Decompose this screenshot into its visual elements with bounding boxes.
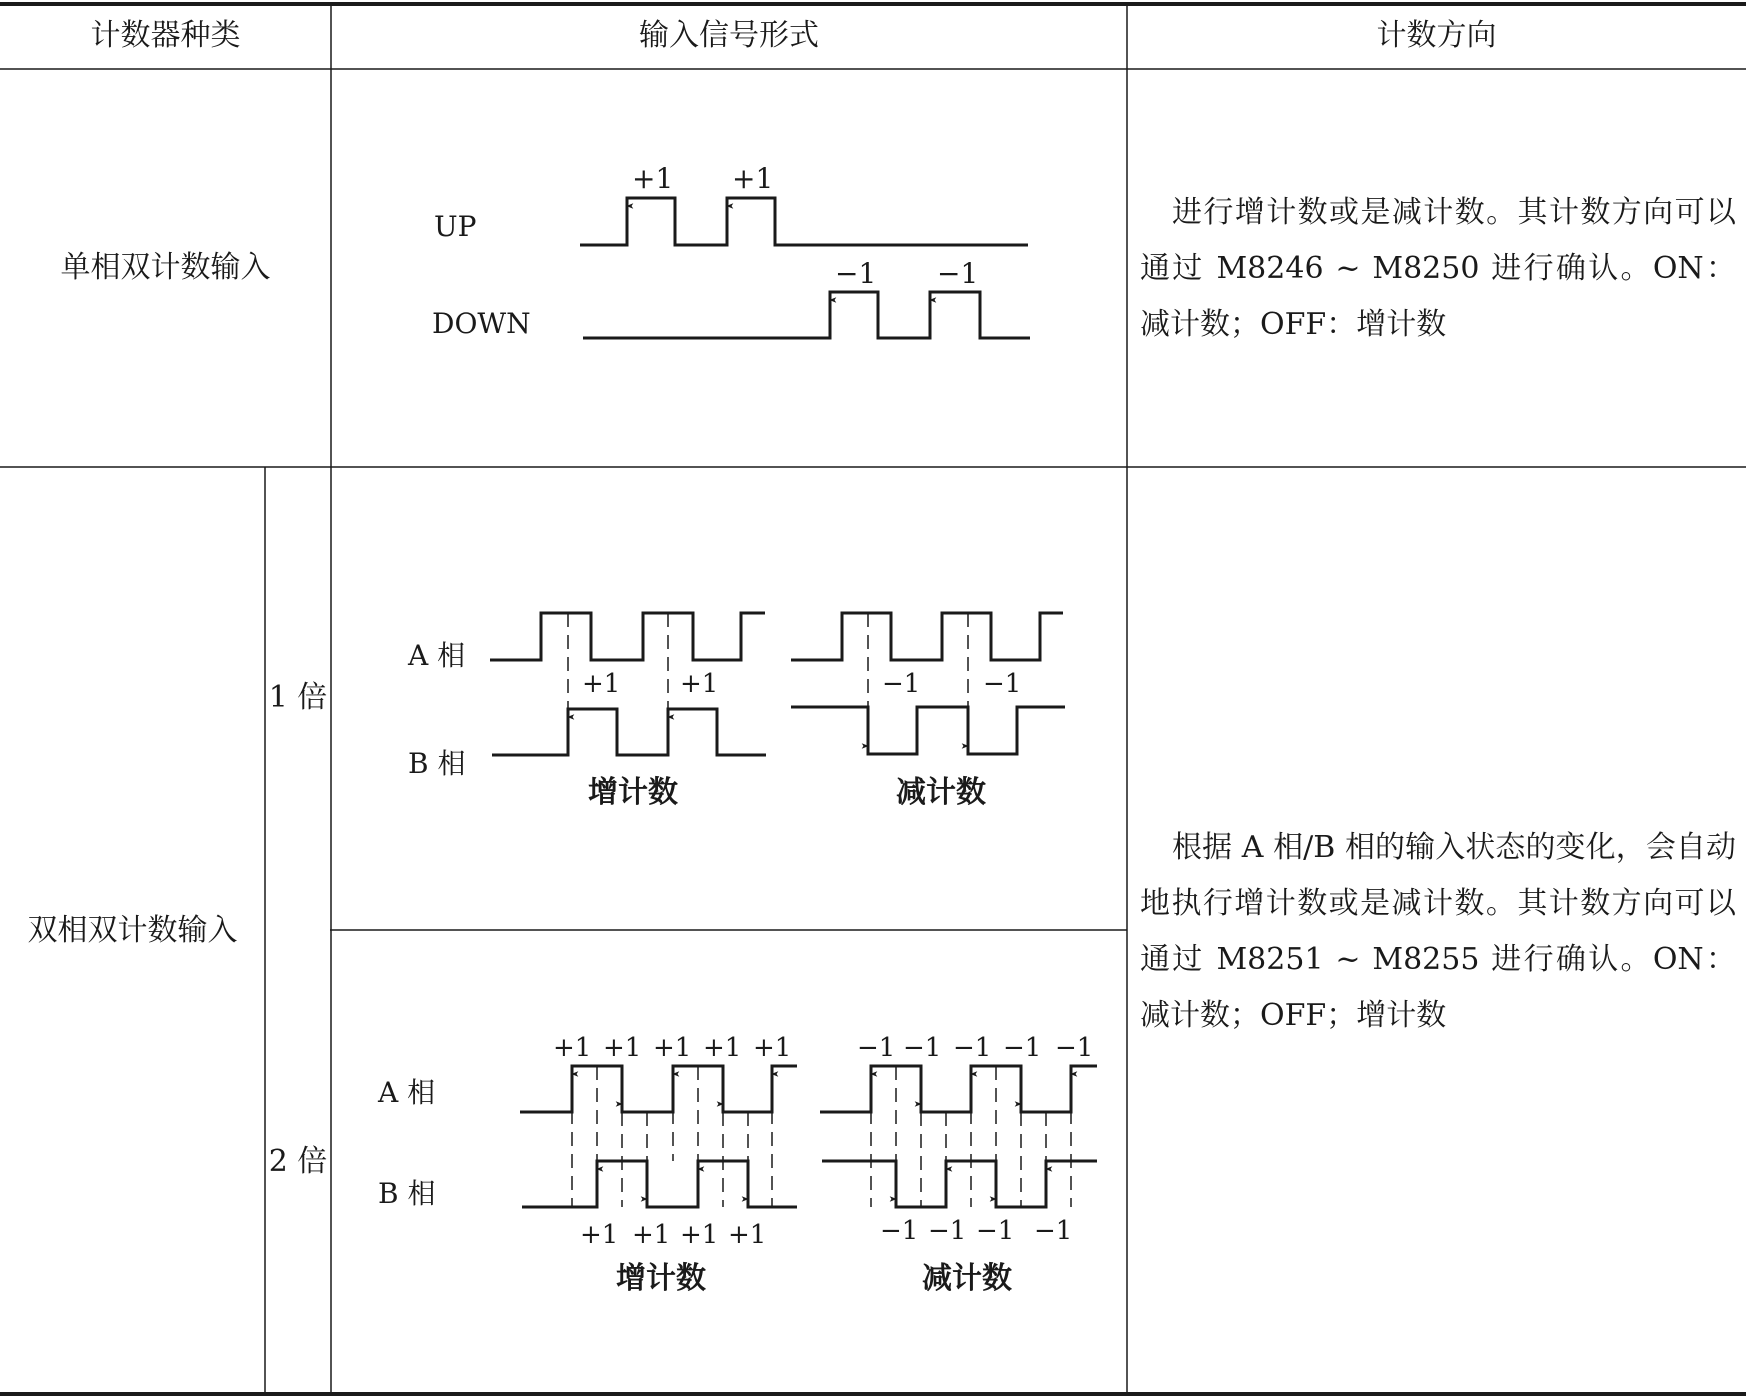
sub1-dec-b-waveform xyxy=(791,707,1065,754)
sub2-inc-a-waveform xyxy=(520,1066,797,1112)
header-col-direction: 计数方向 xyxy=(1376,18,1497,53)
sub1-dec-a-waveform xyxy=(791,613,1063,660)
sub2-dec-bottom-mark-1: −1 xyxy=(880,1216,919,1246)
down-mark-1: −1 xyxy=(835,257,877,290)
sub2-inc-bottom-mark-1: +1 xyxy=(580,1220,619,1250)
row2-sub1-multiplier: 1 倍 xyxy=(268,680,328,715)
up-mark-1: +1 xyxy=(632,162,674,195)
sub2-b-label: B 相 xyxy=(378,1177,436,1210)
sub2-dec-bottom-mark-2: −1 xyxy=(928,1216,967,1246)
sub2-dec-top-mark-4: −1 xyxy=(1003,1033,1042,1063)
row2-type-label: 双相双计数输入 xyxy=(27,913,238,948)
sub1-a-label: A 相 xyxy=(408,639,466,672)
sub1-dec-mark-1: −1 xyxy=(882,669,921,699)
sub2-inc-caption: 增计数 xyxy=(616,1261,706,1296)
sub2-dec-top-mark-5: −1 xyxy=(1055,1033,1094,1063)
sub2-dec-bottom-mark-3: −1 xyxy=(976,1216,1015,1246)
sub2-inc-top-mark-5: +1 xyxy=(753,1033,792,1063)
header-col-signal: 输入信号形式 xyxy=(639,18,819,53)
sub2-inc-arrows xyxy=(572,1067,772,1206)
down-waveform xyxy=(583,292,1030,338)
sub1-inc-mark-1: +1 xyxy=(582,669,621,699)
sub1-dec-caption: 减计数 xyxy=(896,775,986,810)
sub2-inc-top-mark-1: +1 xyxy=(553,1033,592,1063)
sub2-inc-bottom-mark-4: +1 xyxy=(728,1220,767,1250)
sub2-dec-top-mark-1: −1 xyxy=(857,1033,896,1063)
sub1-inc-b-waveform xyxy=(492,709,766,755)
row2-sub2-multiplier: 2 倍 xyxy=(268,1144,328,1179)
sub2-dec-a-waveform xyxy=(820,1066,1097,1112)
sub1-inc-a-waveform xyxy=(490,613,765,660)
up-mark-2: +1 xyxy=(732,162,774,195)
sub2-inc-bottom-mark-2: +1 xyxy=(632,1220,671,1250)
header-col-type: 计数器种类 xyxy=(90,18,241,53)
up-waveform xyxy=(580,198,1028,245)
sub2-dec-caption: 减计数 xyxy=(922,1261,1012,1296)
sub1-dec-mark-2: −1 xyxy=(983,669,1022,699)
sub2-dec-b-waveform xyxy=(822,1161,1097,1207)
sub2-dec-top-mark-2: −1 xyxy=(903,1033,942,1063)
row2-direction-text: 根据 A 相/B 相的输入状态的变化，会自动地执行增计数或是减计数。其计数方向可以通过 M8251 ~ M8255 进行确认。ON：减计数；OFF；增计数 xyxy=(1140,830,1736,1033)
sub2-dec-top-mark-3: −1 xyxy=(953,1033,992,1063)
sub2-dec-bottom-mark-4: −1 xyxy=(1034,1216,1073,1246)
sub1-inc-caption: 增计数 xyxy=(588,775,678,810)
row1-direction-text: 进行增计数或是减计数。其计数方向可以通过 M8246 ~ M8250 进行确认。ON：减计数；OFF：增计数 xyxy=(1140,195,1736,342)
down-mark-2: −1 xyxy=(937,257,979,290)
sub2-inc-top-mark-3: +1 xyxy=(653,1033,692,1063)
sub1-b-label: B 相 xyxy=(408,747,466,780)
sub2-inc-top-mark-2: +1 xyxy=(603,1033,642,1063)
sub2-inc-b-waveform xyxy=(522,1161,797,1207)
sub1-inc-mark-2: +1 xyxy=(680,669,719,699)
down-signal-label: DOWN xyxy=(432,307,531,340)
up-signal-label: UP xyxy=(434,210,477,243)
sub2-a-label: A 相 xyxy=(378,1076,436,1109)
sub2-inc-top-mark-4: +1 xyxy=(703,1033,742,1063)
row1-type-label: 单相双计数输入 xyxy=(60,250,271,285)
sub2-inc-bottom-mark-3: +1 xyxy=(680,1220,719,1250)
